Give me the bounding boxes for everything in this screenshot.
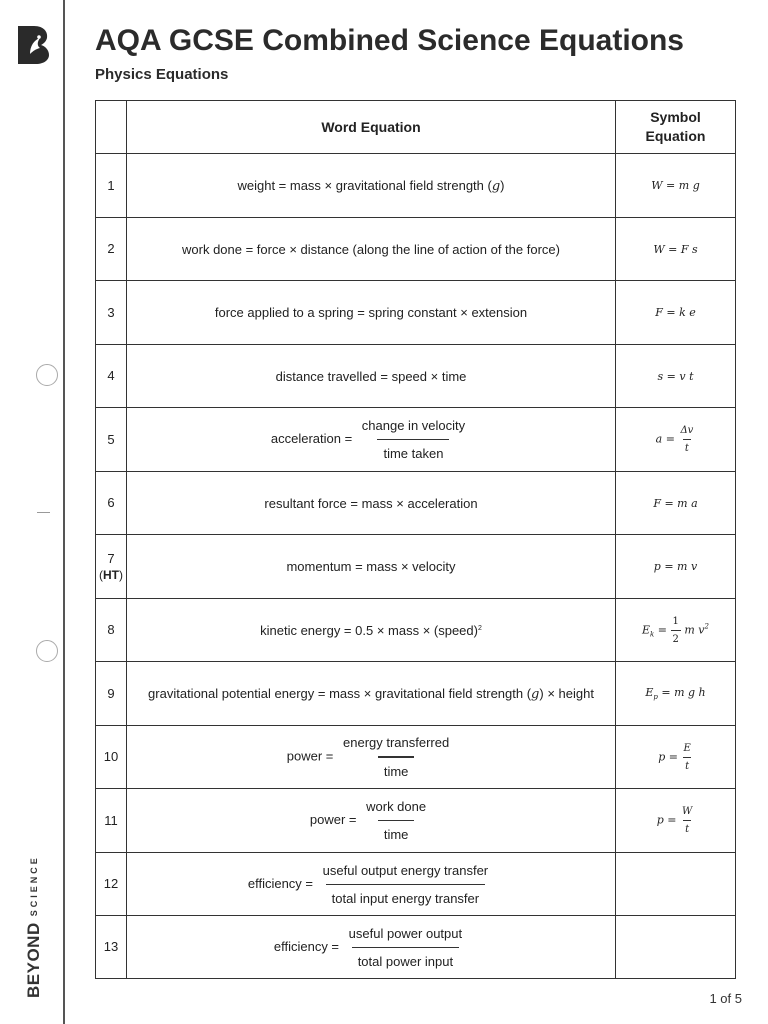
brand-main-text: BEYOND: [24, 922, 43, 998]
word-fraction: $\frac{\text{useful power output}}{\text{total power input}}$: [348, 925, 463, 969]
word-equation: momentum = mass × velocity: [127, 535, 616, 599]
symbol-fraction: $\frac{W}{t}$: [681, 806, 693, 835]
symbol-equation: F = k e: [616, 281, 736, 345]
brand-wordmark: [24, 846, 44, 998]
word-fraction: $\frac{\text{energy transferred}}{\text{time}}$: [343, 735, 450, 779]
table-row: [96, 853, 736, 916]
row-number: 4: [96, 345, 127, 408]
word-equation: work done = force × distance (along the line of action of the force): [127, 218, 616, 281]
row-number: 10: [96, 726, 127, 789]
word-equation: power = $\frac{\text{energy transferred}}{\text{time}}$: [127, 726, 616, 789]
table-row: [96, 218, 736, 281]
symbol-equation: $E_k$ = $\frac{1}{2}$ m $v^2$: [616, 599, 736, 662]
symbol-fraction: $\frac{E}{t}$: [683, 742, 691, 772]
header-number: [96, 101, 127, 154]
symbol-equation: $E_p = m$ g h: [616, 662, 736, 726]
word-equation: efficiency = $\frac{\text{useful power output}}{\text{total power input}}$: [127, 916, 616, 979]
page-subtitle: Physics Equations: [95, 66, 229, 83]
fold-mark: [37, 512, 50, 513]
table-row: [96, 789, 736, 853]
row-number: 11: [96, 789, 127, 853]
higher-tier-note: HT: [103, 567, 119, 582]
row-number: 13: [96, 916, 127, 979]
row-number: 7 (HT): [96, 535, 127, 599]
word-fraction: $\frac{\text{change in velocity}}{\text{time taken}}$: [361, 418, 466, 461]
row-number: 2: [96, 218, 127, 281]
word-equation: resultant force = mass × acceleration: [127, 472, 616, 535]
row-number: 12: [96, 853, 127, 916]
symbol-equation: [616, 853, 736, 916]
word-equation: force applied to a spring = spring constant × extension: [127, 281, 616, 345]
symbol-fraction: $\frac{\Delta v}{t}$: [680, 425, 694, 454]
row-number: 8: [96, 599, 127, 662]
word-equation: weight = mass × gravitational field strength (g): [127, 154, 616, 218]
page-title: AQA GCSE Combined Science Equations: [95, 24, 684, 57]
word-equation: efficiency = $\frac{\text{useful output energy transfer}}{\text{total input energy transfer}}$: [127, 853, 616, 916]
page-number: 1 of 5: [709, 991, 742, 1006]
table-row: [96, 408, 736, 472]
symbol-equation: W = F s: [616, 218, 736, 281]
table-row: [96, 726, 736, 789]
symbol-equation: s = v t: [616, 345, 736, 408]
symbol-equation: W = m g: [616, 154, 736, 218]
symbol-equation: a = $\frac{\Delta v}{t}$: [616, 408, 736, 472]
symbol-equation: p = $\frac{E}{t}$: [616, 726, 736, 789]
row-number: 6: [96, 472, 127, 535]
table-row: [96, 281, 736, 345]
header-word-equation: Word Equation: [127, 101, 616, 154]
symbol-equation: F = m a: [616, 472, 736, 535]
symbol-equation: p = $\frac{W}{t}$: [616, 789, 736, 853]
row-number: 3: [96, 281, 127, 345]
table-row: [96, 916, 736, 979]
table-row: [96, 662, 736, 726]
table-row: [96, 535, 736, 599]
table-header-row: [96, 101, 736, 154]
word-equation: distance travelled = speed × time: [127, 345, 616, 408]
punch-hole: [36, 364, 58, 386]
header-symbol-equation: Symbol Equation: [616, 101, 736, 154]
word-equation: acceleration = $\frac{\text{change in velocity}}{\text{time taken}}$: [127, 408, 616, 472]
punch-hole: [36, 640, 58, 662]
table-row: [96, 154, 736, 218]
word-fraction: $\frac{\text{useful output energy transfer}}{\text{total input energy transfer}}$: [322, 862, 489, 906]
symbol-equation: [616, 916, 736, 979]
symbol-fraction: $\frac{1}{2}$: [672, 615, 679, 645]
word-equation: power = $\frac{\text{work done}}{\text{time}}$: [127, 789, 616, 853]
word-equation: kinetic energy = 0.5 × mass × (speed)$^2$: [127, 599, 616, 662]
table-row: [96, 599, 736, 662]
word-fraction: $\frac{\text{work done}}{\text{time}}$: [366, 799, 427, 842]
brand-sub-text: SCIENCE: [29, 855, 39, 917]
margin-line: [63, 0, 65, 1024]
row-number: 5: [96, 408, 127, 472]
row-number: 9: [96, 662, 127, 726]
row-number: 1: [96, 154, 127, 218]
table-row: [96, 345, 736, 408]
equations-table: [95, 100, 736, 979]
word-equation: gravitational potential energy = mass × gravitational field strength (g) × height: [127, 662, 616, 726]
table-row: [96, 472, 736, 535]
beyond-logo-icon: [16, 24, 50, 64]
symbol-equation: p = m v: [616, 535, 736, 599]
